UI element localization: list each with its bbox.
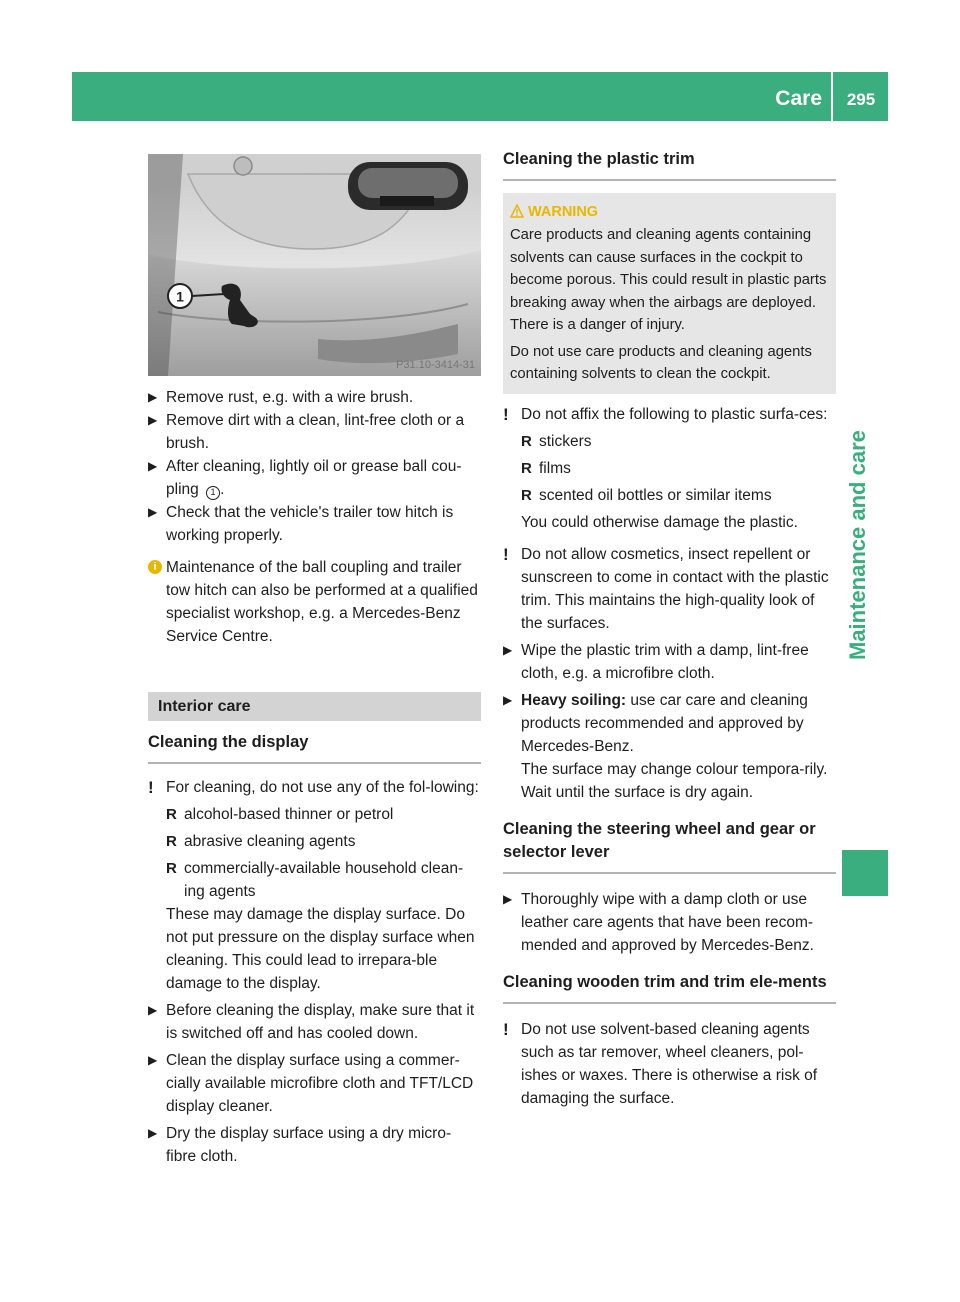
display-consequence: These may damage the display surface. Do not put pressure on the display surface when cleaning. This could lead to irrepara-ble damage to the display. — [166, 906, 475, 992]
r-bullet-icon: R — [166, 806, 177, 823]
warning-triangle-icon — [510, 204, 524, 218]
triangle-right-icon: ▶ — [148, 390, 158, 404]
step-wipe-plastic: ▶ Wipe the plastic trim with a damp, lint-free cloth, e.g. a microfibre cloth. — [503, 639, 836, 685]
left-column — [148, 386, 481, 1168]
list-item: R abrasive cleaning agents — [148, 830, 481, 853]
heading-rule — [503, 1002, 836, 1004]
header-title: Care — [775, 87, 822, 110]
step-wipe-steering: ▶ Thoroughly wipe with a damp cloth or use leather care agents that have been recom-mended and approved by Mercedes-Benz. — [503, 888, 836, 957]
list-item: R scented oil bottles or similar items — [503, 484, 836, 507]
list-item: R alcohol-based thinner or petrol — [148, 803, 481, 826]
triangle-right-icon: ▶ — [148, 1053, 158, 1067]
note-wood: ! Do not use solvent-based cleaning agents such as tar remover, wheel cleaners, pol-ishes or waxes. There is otherwise a risk of damaging the surface. — [503, 1019, 818, 1107]
ball-coupling-photo — [148, 154, 481, 376]
info-maintenance: i Maintenance of the ball coupling and trailer tow hitch can also be performed at a qualified specialist workshop, e.g. a Mercedes-Benz Service Centre. — [148, 556, 481, 648]
triangle-right-icon: ▶ — [503, 891, 513, 906]
exclamation-icon: ! — [503, 1019, 509, 1039]
heading-cleaning-plastic: Cleaning the plastic trim — [503, 150, 695, 168]
heading-rule — [148, 762, 481, 764]
callout-1-icon: 1 — [206, 486, 220, 500]
warning-text-1: Care products and cleaning agents containing solvents can cause surfaces in the cockpit to become porous. This could result in plastic parts breaking away when the airbags are deployed. There is a danger of injury. — [510, 227, 827, 333]
heavy-soiling-result: The surface may change colour tempora-rily. Wait until the surface is dry again. — [521, 760, 828, 801]
note-affix: ! Do not affix the following to plastic surfa-ces: — [503, 404, 828, 424]
step-remove-rust: ▶ Remove rust, e.g. with a wire brush. — [148, 386, 481, 409]
triangle-right-icon: ▶ — [148, 1126, 158, 1140]
r-bullet-icon: R — [521, 486, 532, 504]
heading-rule — [503, 179, 836, 181]
right-column — [503, 148, 836, 1110]
step-check-hitch: ▶ Check that the vehicle's trailer tow hitch is working properly. — [148, 501, 481, 547]
heading-cleaning-display: Cleaning the display — [148, 733, 309, 751]
warning-text-2: Do not use care products and cleaning agents containing solvents to clean the cockpit. — [510, 343, 812, 382]
r-bullet-icon: R — [521, 432, 532, 450]
exclamation-icon: ! — [503, 544, 509, 564]
triangle-right-icon: ▶ — [148, 413, 158, 427]
header-separator — [831, 72, 833, 121]
step-switch-off-display: ▶ Before cleaning the display, make sure that it is switched off and has cooled down. — [148, 999, 481, 1045]
warning-box — [503, 193, 836, 394]
step-heavy-soiling: ▶ Heavy soiling: use car care and cleaning products recommended and approved by Mercedes-Benz. — [503, 689, 836, 758]
heading-cleaning-wood: Cleaning wooden trim and trim ele-ments — [503, 972, 827, 991]
exclamation-icon: ! — [148, 778, 154, 797]
figure-code: P31.10-3414-31 — [396, 359, 475, 371]
side-chapter-marker — [842, 850, 888, 896]
heading-cleaning-steering: Cleaning the steering wheel and gear or selector lever — [503, 819, 816, 861]
figure-callout: 1 — [176, 288, 184, 305]
r-bullet-icon: R — [521, 459, 532, 477]
section-interior-care: Interior care — [148, 692, 481, 721]
triangle-right-icon: ▶ — [503, 642, 513, 657]
info-icon: i — [148, 560, 162, 574]
heading-rule — [503, 872, 836, 874]
triangle-right-icon: ▶ — [148, 505, 158, 519]
side-chapter-text: Maintenance and care — [845, 430, 870, 660]
page-number: 295 — [846, 90, 876, 109]
list-item: R commercially-available household clean-ing agents — [148, 857, 481, 903]
page-header — [72, 72, 888, 121]
note-cosmetics: ! Do not allow cosmetics, insect repellent or sunscreen to come in contact with the plastic trim. This maintains the high-quality look of the surfaces. — [503, 544, 829, 632]
list-item: R stickers — [503, 430, 836, 453]
triangle-right-icon: ▶ — [148, 1003, 158, 1017]
car-rear-illustration — [148, 154, 481, 376]
exclamation-icon: ! — [503, 404, 509, 424]
list-item: R films — [503, 457, 836, 480]
step-dry-display: ▶ Dry the display surface using a dry micro-fibre cloth. — [148, 1122, 481, 1168]
triangle-right-icon: ▶ — [148, 459, 158, 473]
r-bullet-icon: R — [166, 860, 177, 877]
step-remove-dirt: ▶ Remove dirt with a clean, lint-free cloth or a brush. — [148, 409, 481, 455]
affix-consequence: You could otherwise damage the plastic. — [521, 513, 798, 531]
step-clean-display: ▶ Clean the display surface using a commer-cially available microfibre cloth and TFT/LCD display cleaner. — [148, 1049, 481, 1118]
triangle-right-icon: ▶ — [503, 692, 513, 707]
r-bullet-icon: R — [166, 833, 177, 850]
note-display: ! For cleaning, do not use any of the fol-lowing: — [148, 778, 479, 797]
warning-title: WARNING — [510, 201, 829, 223]
step-oil-coupling: ▶ After cleaning, lightly oil or grease ball cou-pling 1 . — [148, 455, 481, 501]
